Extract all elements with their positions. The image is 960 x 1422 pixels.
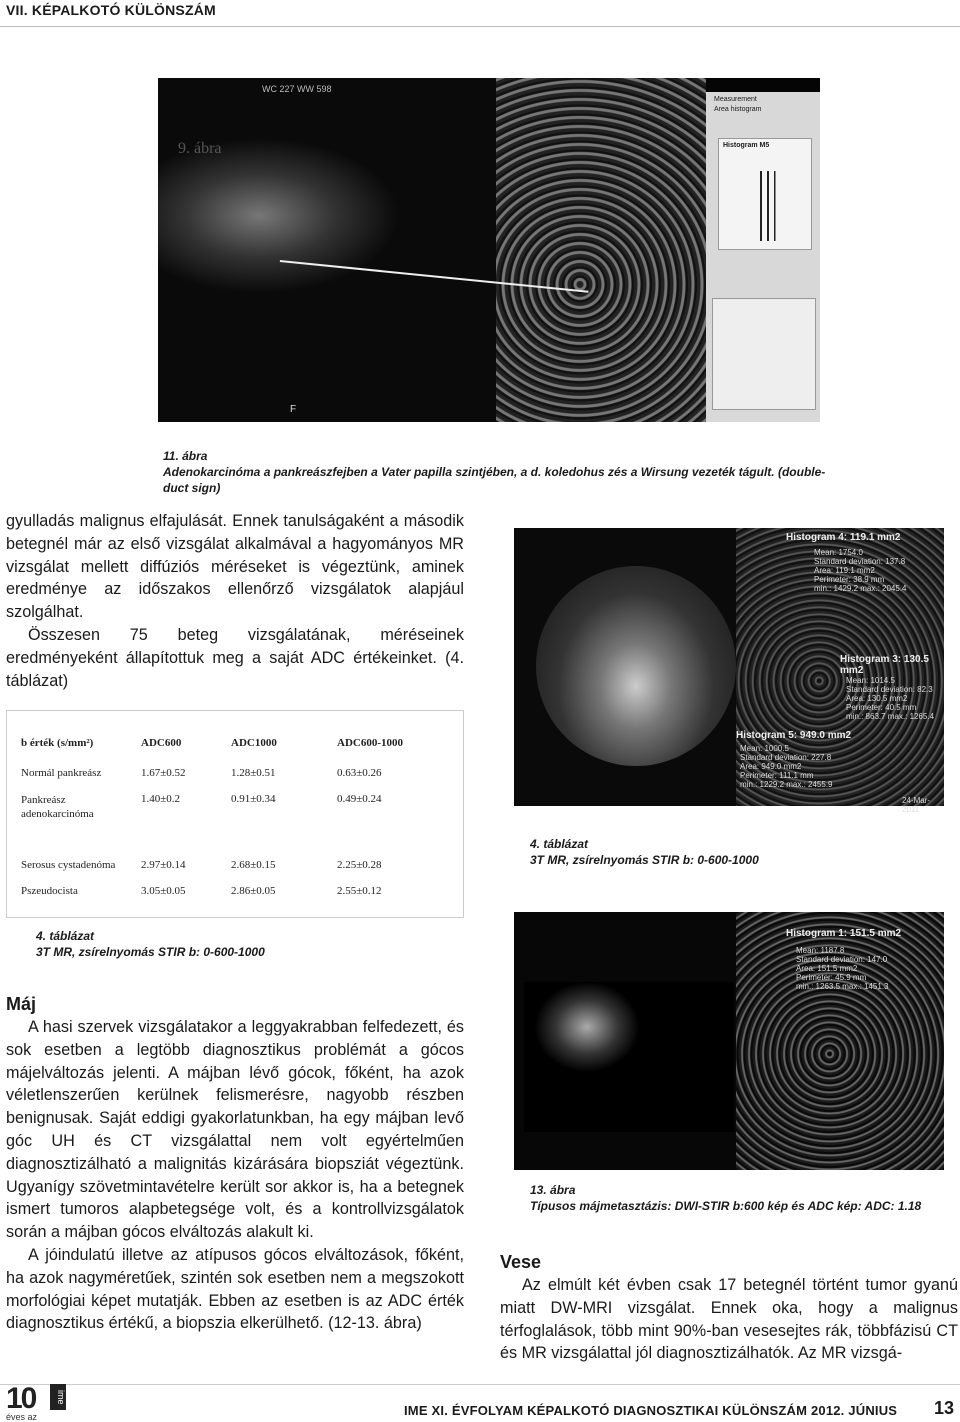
caption-text: 3T MR, zsírelnyomás STIR b: 0-600-1000 — [530, 853, 759, 867]
figure-11-caption — [163, 448, 843, 496]
figure-11-image — [158, 78, 820, 422]
caption-number: 4. táblázat — [36, 929, 95, 943]
mrcp-image — [158, 78, 496, 422]
cell: 2.86±0.05 — [231, 885, 276, 897]
row-label: Pankreász adenokarcinóma — [21, 794, 94, 820]
window-level-readout: WC 227 WW 598 — [262, 84, 332, 94]
adc-values-table — [6, 710, 464, 918]
cell: 2.68±0.15 — [231, 859, 276, 871]
stir-adc-histogram-image — [514, 528, 944, 814]
figure-13-caption — [530, 1182, 960, 1214]
caption-text: Típusos májmetasztázis: DWI-STIR b:600 kép és ADC kép: ADC: 1.18 — [530, 1199, 922, 1213]
row-label: Serosus cystadenóma — [21, 859, 116, 871]
histogram-1-stats: Mean: 1187.8 Standard deviation: 147.0 Area: 151.5 mm2 Perimeter: 45.9 mm min.: 1263.5 max.: 1451.3 — [796, 946, 889, 991]
footer-divider — [0, 1384, 960, 1385]
body-text-intro — [6, 510, 464, 692]
histogram-chart — [718, 138, 812, 250]
logo-number: 10 — [6, 1382, 36, 1415]
cell: 0.63±0.26 — [337, 767, 382, 779]
histogram-1-title: Histogram 1: 151.5 mm2 — [786, 928, 902, 939]
stir-image — [536, 566, 736, 766]
adc-map-image — [496, 78, 706, 422]
dwi-adc-liver-image — [514, 912, 944, 1170]
panel-tab-histogram: Area histogram — [714, 106, 762, 113]
histogram-bars — [739, 171, 809, 241]
cell: 2.25±0.28 — [337, 859, 382, 871]
histogram-5-title: Histogram 5: 949.0 mm2 — [736, 730, 852, 741]
paragraph: Összesen 75 beteg vizsgálatának, méréseinek eredményeként állapítottuk meg a saját ADC értékeinket. (4. táblázat) — [6, 625, 464, 690]
footer-text: IME XI. ÉVFOLYAM KÉPALKOTÓ DIAGNOSZTIKAI KÜLÖNSZÁM 2012. JÚNIUS — [404, 1403, 898, 1418]
row-label: Pszeudocista — [21, 885, 78, 897]
row-label: Normál pankreász — [21, 767, 102, 779]
cell: 2.97±0.14 — [141, 859, 186, 871]
section-heading-maj: Máj — [6, 994, 37, 1014]
stats-table — [712, 298, 816, 410]
figure-overlay-label: 9. ábra — [178, 140, 222, 157]
paragraph: A hasi szervek vizsgálatakor a leggyakrabban felfedezett, és sok esetben a legtöbb diagnosztikus problémát a gócos májelváltozás jelenti. A májban lévő gócok, főként, ha azok véletlenszerűen kerülnek felismerésre, nagyobb részben benignusak. Saját eddigi gyakorlatunkban, ha egy májban levő góc UH és CT vizsgálattal nem volt egyértelműen diagnosztizálható a malignitás kizárására biopsziát végeztünk. Ugyanígy szövetmintavételre került sor akkor is, ha a betegnek ismert tumoros alapbetegsége volt, és a kontrollvizsgálatok során a májban gócos elváltozás alakult ki. — [6, 1018, 464, 1242]
cell: 1.28±0.51 — [231, 767, 276, 779]
column-header: ADC600 — [141, 737, 182, 749]
histogram-5-stats: Mean: 1000.5 Standard deviation: 227.8 Area: 949.0 mm2 Perimeter: 111.1 mm min.: 1229.2 max.: 2455.9 — [740, 744, 833, 789]
paragraph: gyulladás malignus elfajulását. Ennek tanulságaként a második betegnél már az első vizsgálat alkalmával a hagyományos MR vizsgálat mellett diffúziós méréseket is végeztünk, aminek eredménye az időszakos ellenőrző vizsgálatok alapjául szolgálhat. — [6, 512, 464, 622]
histogram-title: Histogram M5 — [723, 142, 770, 149]
logo-text: éves az — [6, 1412, 38, 1422]
cell: 1.40±0.2 — [141, 793, 181, 805]
anniversary-logo — [6, 1384, 68, 1422]
histogram-3-stats: Mean: 1014.5 Standard deviation: 82.3 Area: 130.5 mm2 Perimeter: 40.5 mm min.: 863.7 max.: 1265.4 — [846, 676, 935, 721]
cell: 1.67±0.52 — [141, 767, 186, 779]
caption-text: 3T MR, zsírelnyomás STIR b: 0-600-1000 — [36, 945, 265, 959]
histogram-4-stats: Mean: 1754.0 Standard deviation: 137.8 Area: 119.1 mm2 Perimeter: 38.9 mm min.: 1429.2 max.: 2045.4 — [814, 548, 907, 593]
column-header: b érték (s/mm²) — [21, 737, 94, 749]
column-header: ADC600-1000 — [337, 737, 403, 749]
dwi-image — [524, 982, 734, 1132]
table-4-caption-left — [36, 928, 265, 960]
cell: 2.55±0.12 — [337, 885, 382, 897]
caption-number: 11. ábra — [163, 449, 208, 463]
paragraph: A jóindulatú illetve az atípusos gócos elváltozások, főként, ha azok nagyméretűek, szintén sok esetben nem a megszokott morfológiai képet mutatják. Ebben az esetben is az ADC érték diagnosztikus értékű, a biopszia elkerülhető. (12-13. ábra) — [6, 1245, 464, 1333]
body-text-vese — [500, 1274, 958, 1365]
histogram-4-title: Histogram 4: 119.1 mm2 — [786, 532, 901, 543]
header-divider — [0, 26, 960, 27]
cell: 0.49±0.24 — [337, 793, 382, 805]
cell: 3.05±0.05 — [141, 885, 186, 897]
scan-date: 24-Mar-2011 — [902, 796, 931, 814]
running-header: VII. KÉPALKOTÓ KÜLÖNSZÁM — [6, 2, 216, 18]
section-heading-vese: Vese — [500, 1252, 542, 1272]
histogram-3-title: Histogram 3: 130.5 mm2 — [840, 654, 929, 676]
page-number: 13 — [934, 1398, 955, 1418]
body-text-maj — [6, 1016, 464, 1335]
paragraph: Az elmúlt két évben csak 17 betegnél történt tumor gyanú miatt DW-MRI vizsgálat. Ennek oka, hogy a malignus térfoglalások, több mint 90%-ban vesesejtes rák, többfázisú CT és MR vizsgálattal jól diagnosztizálhatók. Az MR vizsgá- — [500, 1276, 958, 1363]
panel-tab-measurement: Measurement — [714, 96, 757, 103]
caption-number: 4. táblázat — [530, 837, 589, 851]
orientation-marker: F — [290, 404, 297, 415]
table-4-caption-right — [530, 836, 759, 868]
column-header: ADC1000 — [231, 737, 277, 749]
caption-number: 13. ábra — [530, 1183, 576, 1197]
caption-text: Adenokarcinóma a pankreászfejben a Vater papilla szintjében, a d. koledohus zés a Wirsung vezeték tágult. (double-duct sign) — [163, 465, 826, 495]
logo-brand: ime — [50, 1384, 66, 1410]
measurement-panel — [706, 92, 820, 422]
cell: 0.91±0.34 — [231, 793, 276, 805]
